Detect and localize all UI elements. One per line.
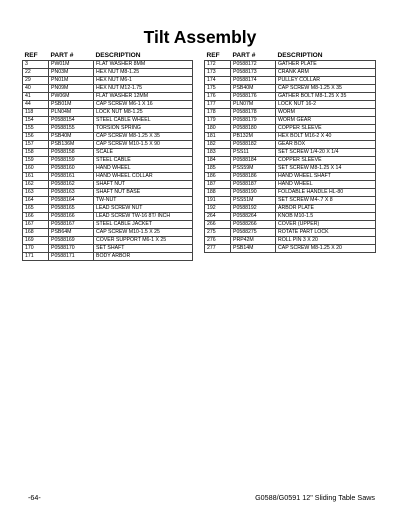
part-number-cell: PSB01M: [49, 101, 94, 109]
part-number-column-header: PART #: [232, 52, 256, 59]
description-cell: CAP SCREW M8-1.25 X 35: [94, 133, 193, 141]
description-cell: STEEL CABLE JACKET: [94, 221, 193, 229]
table-row: [23, 237, 193, 245]
part-number-cell: PN09M: [49, 85, 94, 93]
part-number-cell: PSB40M: [49, 133, 94, 141]
part-number-cell: P0588171: [49, 253, 94, 261]
ref-cell: 40: [23, 85, 49, 93]
table-row: [205, 197, 376, 205]
table-row: [23, 213, 193, 221]
part-number-cell: PSS11: [231, 149, 276, 157]
part-number-cell: P0588165: [49, 205, 94, 213]
description-cell: GATHER BOLT M8-1.25 X 35: [276, 93, 376, 101]
parts-table-left: [22, 52, 193, 261]
description-cell: SHAFT NUT: [94, 181, 193, 189]
table-row: [23, 205, 193, 213]
part-number-cell: PSS51M: [231, 197, 276, 205]
part-number-cell: PN03M: [49, 69, 94, 77]
table-row: [23, 229, 193, 237]
table-row: [205, 93, 376, 101]
table-row: [23, 197, 193, 205]
part-number-cell: P0588161: [49, 173, 94, 181]
ref-cell: 156: [23, 133, 49, 141]
ref-cell: 266: [205, 221, 231, 229]
table-row: [205, 149, 376, 157]
part-number-cell: P0588190: [231, 189, 276, 197]
part-number-cell: P0588170: [49, 245, 94, 253]
part-number-cell: P0588184: [231, 157, 276, 165]
description-cell: STEEL CABLE WHEEL: [94, 117, 193, 125]
table-row: [205, 141, 376, 149]
ref-cell: 184: [205, 157, 231, 165]
description-cell: LEAD SCREW NUT: [94, 205, 193, 213]
part-number-cell: P0588264: [231, 213, 276, 221]
ref-cell: 174: [205, 77, 231, 85]
part-number-cell: P0588178: [231, 109, 276, 117]
table-row: [23, 173, 193, 181]
table-row: [205, 181, 376, 189]
table-row: [205, 61, 376, 69]
ref-cell: 176: [205, 93, 231, 101]
part-number-cell: P0588179: [231, 117, 276, 125]
table-row: [205, 165, 376, 173]
table-row: [23, 133, 193, 141]
description-cell: SET SCREW 1/4-20 X 1/4: [276, 149, 376, 157]
part-number-cell: PW01M: [49, 61, 94, 69]
description-cell: ARBOR PLATE: [276, 205, 376, 213]
description-cell: CAP SCREW M8-1.25 X 20: [276, 245, 376, 253]
ref-cell: 275: [205, 229, 231, 237]
table-row: [205, 221, 376, 229]
description-cell: WORM: [276, 109, 376, 117]
part-number-cell: PSB64M: [49, 229, 94, 237]
ref-cell: 3: [23, 61, 49, 69]
part-number-cell: PLN07M: [231, 101, 276, 109]
part-number-cell: P0588164: [49, 197, 94, 205]
ref-cell: 160: [23, 165, 49, 173]
table-row: [205, 157, 376, 165]
part-number-cell: P0588154: [49, 117, 94, 125]
ref-cell: 192: [205, 205, 231, 213]
description-cell: CAP SCREW M10-1.5 X 90: [94, 141, 193, 149]
description-cell: ROTATE PART LOCK: [276, 229, 376, 237]
ref-cell: 182: [205, 141, 231, 149]
ref-cell: 165: [23, 205, 49, 213]
description-cell: HEX BOLT M16-2 X 40: [276, 133, 376, 141]
description-cell: SET SCREW M8-1.25 X 14: [276, 165, 376, 173]
description-cell: HAND WHEEL: [276, 181, 376, 189]
description-cell: CAP SCREW M10-1.5 X 25: [94, 229, 193, 237]
part-number-cell: PRP42M: [231, 237, 276, 245]
part-number-cell: PSS59M: [231, 165, 276, 173]
footer-model-text: G0588/G0591 12" Sliding Table Saws: [255, 493, 375, 502]
ref-cell: 264: [205, 213, 231, 221]
description-cell: PULLEY COLLAR: [276, 77, 376, 85]
part-number-cell: P0588162: [49, 181, 94, 189]
part-number-cell: P0588275: [231, 229, 276, 237]
table-row: [23, 109, 193, 117]
description-cell: SHAFT NUT BASE: [94, 189, 193, 197]
description-cell: GATHER PLATE: [276, 61, 376, 69]
ref-cell: 180: [205, 125, 231, 133]
ref-cell: 177: [205, 101, 231, 109]
ref-cell: 157: [23, 141, 49, 149]
table-row: [205, 85, 376, 93]
description-cell: HEX NUT M12-1.75: [94, 85, 193, 93]
ref-cell: 173: [205, 69, 231, 77]
table-row: [23, 141, 193, 149]
description-cell: TW-NUT: [94, 197, 193, 205]
description-cell: WORM GEAR: [276, 117, 376, 125]
table-row: [23, 125, 193, 133]
ref-cell: 154: [23, 117, 49, 125]
ref-cell: 44: [23, 101, 49, 109]
ref-cell: 22: [23, 69, 49, 77]
description-cell: HEX NUT M6-1: [94, 77, 193, 85]
table-row: [23, 165, 193, 173]
table-header-row: [23, 52, 193, 61]
ref-cell: 178: [205, 109, 231, 117]
table-row: [205, 101, 376, 109]
table-row: [23, 149, 193, 157]
description-cell: CAP SCREW M8-1.25 X 35: [276, 85, 376, 93]
ref-cell: 41: [23, 93, 49, 101]
ref-cell: 161: [23, 173, 49, 181]
description-cell: ROLL PIN 3 X 20: [276, 237, 376, 245]
ref-cell: 159: [23, 157, 49, 165]
description-cell: BODY ARBOR: [94, 253, 193, 261]
table-row: [205, 213, 376, 221]
ref-cell: 276: [205, 237, 231, 245]
parts-table-right: [204, 52, 376, 253]
part-number-cell: PLN04M: [49, 109, 94, 117]
description-cell: HAND WHEEL COLLAR: [94, 173, 193, 181]
ref-cell: 187: [205, 181, 231, 189]
part-number-cell: P0588182: [231, 141, 276, 149]
ref-cell: 158: [23, 149, 49, 157]
description-cell: TORSION SPRING: [94, 125, 193, 133]
part-number-cell: P0588172: [231, 61, 276, 69]
table-row: [23, 117, 193, 125]
ref-cell: 155: [23, 125, 49, 133]
description-cell: COVER (UPPER): [276, 221, 376, 229]
description-cell: SET SHAFT: [94, 245, 193, 253]
table-row: [23, 101, 193, 109]
description-cell: SCALE: [94, 149, 193, 157]
ref-cell: 29: [23, 77, 49, 85]
table-row: [23, 157, 193, 165]
ref-cell: 169: [23, 237, 49, 245]
description-column-header: DESCRIPTION: [277, 52, 323, 59]
part-number-cell: P0588160: [49, 165, 94, 173]
table-row: [23, 189, 193, 197]
description-cell: FLAT WASHER 8MM: [94, 61, 193, 69]
table-row: [23, 253, 193, 261]
part-number-cell: P0588158: [49, 149, 94, 157]
ref-cell: 181: [205, 133, 231, 141]
table-row: [205, 117, 376, 125]
ref-cell: 185: [205, 165, 231, 173]
ref-column-header: REF: [24, 52, 38, 59]
table-row: [23, 93, 193, 101]
description-column-header: DESCRIPTION: [95, 52, 141, 59]
part-number-cell: P0588167: [49, 221, 94, 229]
description-cell: CAP SCREW M6-1 X 16: [94, 101, 193, 109]
ref-cell: 164: [23, 197, 49, 205]
table-row: [23, 181, 193, 189]
page-title: Tilt Assembly: [143, 27, 257, 47]
ref-cell: 118: [23, 109, 49, 117]
part-number-cell: P0588266: [231, 221, 276, 229]
description-cell: SET SCREW M4-.7 X 8: [276, 197, 376, 205]
table-row: [23, 221, 193, 229]
table-row: [23, 85, 193, 93]
table-row: [205, 237, 376, 245]
table-row: [23, 61, 193, 69]
part-number-cell: P0588186: [231, 173, 276, 181]
table-row: [205, 133, 376, 141]
part-number-cell: PSB14M: [231, 245, 276, 253]
ref-cell: 170: [23, 245, 49, 253]
part-number-cell: P0588163: [49, 189, 94, 197]
part-number-cell: P0588159: [49, 157, 94, 165]
description-cell: CRANK ARM: [276, 69, 376, 77]
part-number-cell: P0588173: [231, 69, 276, 77]
part-number-cell: P0588187: [231, 181, 276, 189]
description-cell: COPPER SLEEVE: [276, 157, 376, 165]
part-number-cell: P0588174: [231, 77, 276, 85]
table-row: [205, 109, 376, 117]
page-number: -64-: [28, 493, 41, 502]
part-number-cell: PSB136M: [49, 141, 94, 149]
part-number-cell: P0588180: [231, 125, 276, 133]
description-cell: FLAT WASHER 12MM: [94, 93, 193, 101]
part-number-cell: P0588169: [49, 237, 94, 245]
ref-cell: 186: [205, 173, 231, 181]
parts-list-left: [23, 61, 193, 261]
ref-column-header: REF: [206, 52, 220, 59]
ref-cell: 163: [23, 189, 49, 197]
ref-cell: 162: [23, 181, 49, 189]
table-row: [205, 69, 376, 77]
parts-list-right: [205, 61, 376, 253]
table-row: [205, 173, 376, 181]
description-cell: KNOB M10-1.5: [276, 213, 376, 221]
ref-cell: 277: [205, 245, 231, 253]
description-cell: STEEL CABLE: [94, 157, 193, 165]
part-number-cell: P0588155: [49, 125, 94, 133]
description-cell: COVER SUPPORT M6-1 X 25: [94, 237, 193, 245]
description-cell: COPPER SLEEVE: [276, 125, 376, 133]
description-cell: HAND WHEEL SHAFT: [276, 173, 376, 181]
part-number-cell: P0588166: [49, 213, 94, 221]
table-row: [23, 69, 193, 77]
ref-cell: 191: [205, 197, 231, 205]
description-cell: LEAD SCREW TW-16 8T/ INCH: [94, 213, 193, 221]
ref-cell: 183: [205, 149, 231, 157]
part-number-cell: PW06M: [49, 93, 94, 101]
table-row: [23, 245, 193, 253]
description-cell: LOCK NUT M8-1.25: [94, 109, 193, 117]
table-row: [205, 189, 376, 197]
ref-cell: 171: [23, 253, 49, 261]
ref-cell: 166: [23, 213, 49, 221]
part-number-column-header: PART #: [50, 52, 74, 59]
ref-cell: 175: [205, 85, 231, 93]
table-row: [205, 245, 376, 253]
part-number-cell: P0588192: [231, 205, 276, 213]
description-cell: LOCK NUT 16-2: [276, 101, 376, 109]
ref-cell: 188: [205, 189, 231, 197]
part-number-cell: PB132M: [231, 133, 276, 141]
ref-cell: 168: [23, 229, 49, 237]
table-row: [23, 77, 193, 85]
table-header-row: [205, 52, 376, 61]
description-cell: GEAR BOX: [276, 141, 376, 149]
description-cell: HAND WHEEL: [94, 165, 193, 173]
description-cell: FOLDABLE HANDLE HL-80: [276, 189, 376, 197]
table-row: [205, 77, 376, 85]
table-row: [205, 125, 376, 133]
part-number-cell: PN01M: [49, 77, 94, 85]
ref-cell: 179: [205, 117, 231, 125]
part-number-cell: P0588176: [231, 93, 276, 101]
ref-cell: 167: [23, 221, 49, 229]
table-row: [205, 205, 376, 213]
part-number-cell: PSB40M: [231, 85, 276, 93]
table-row: [205, 229, 376, 237]
description-cell: HEX NUT M8-1.25: [94, 69, 193, 77]
ref-cell: 172: [205, 61, 231, 69]
